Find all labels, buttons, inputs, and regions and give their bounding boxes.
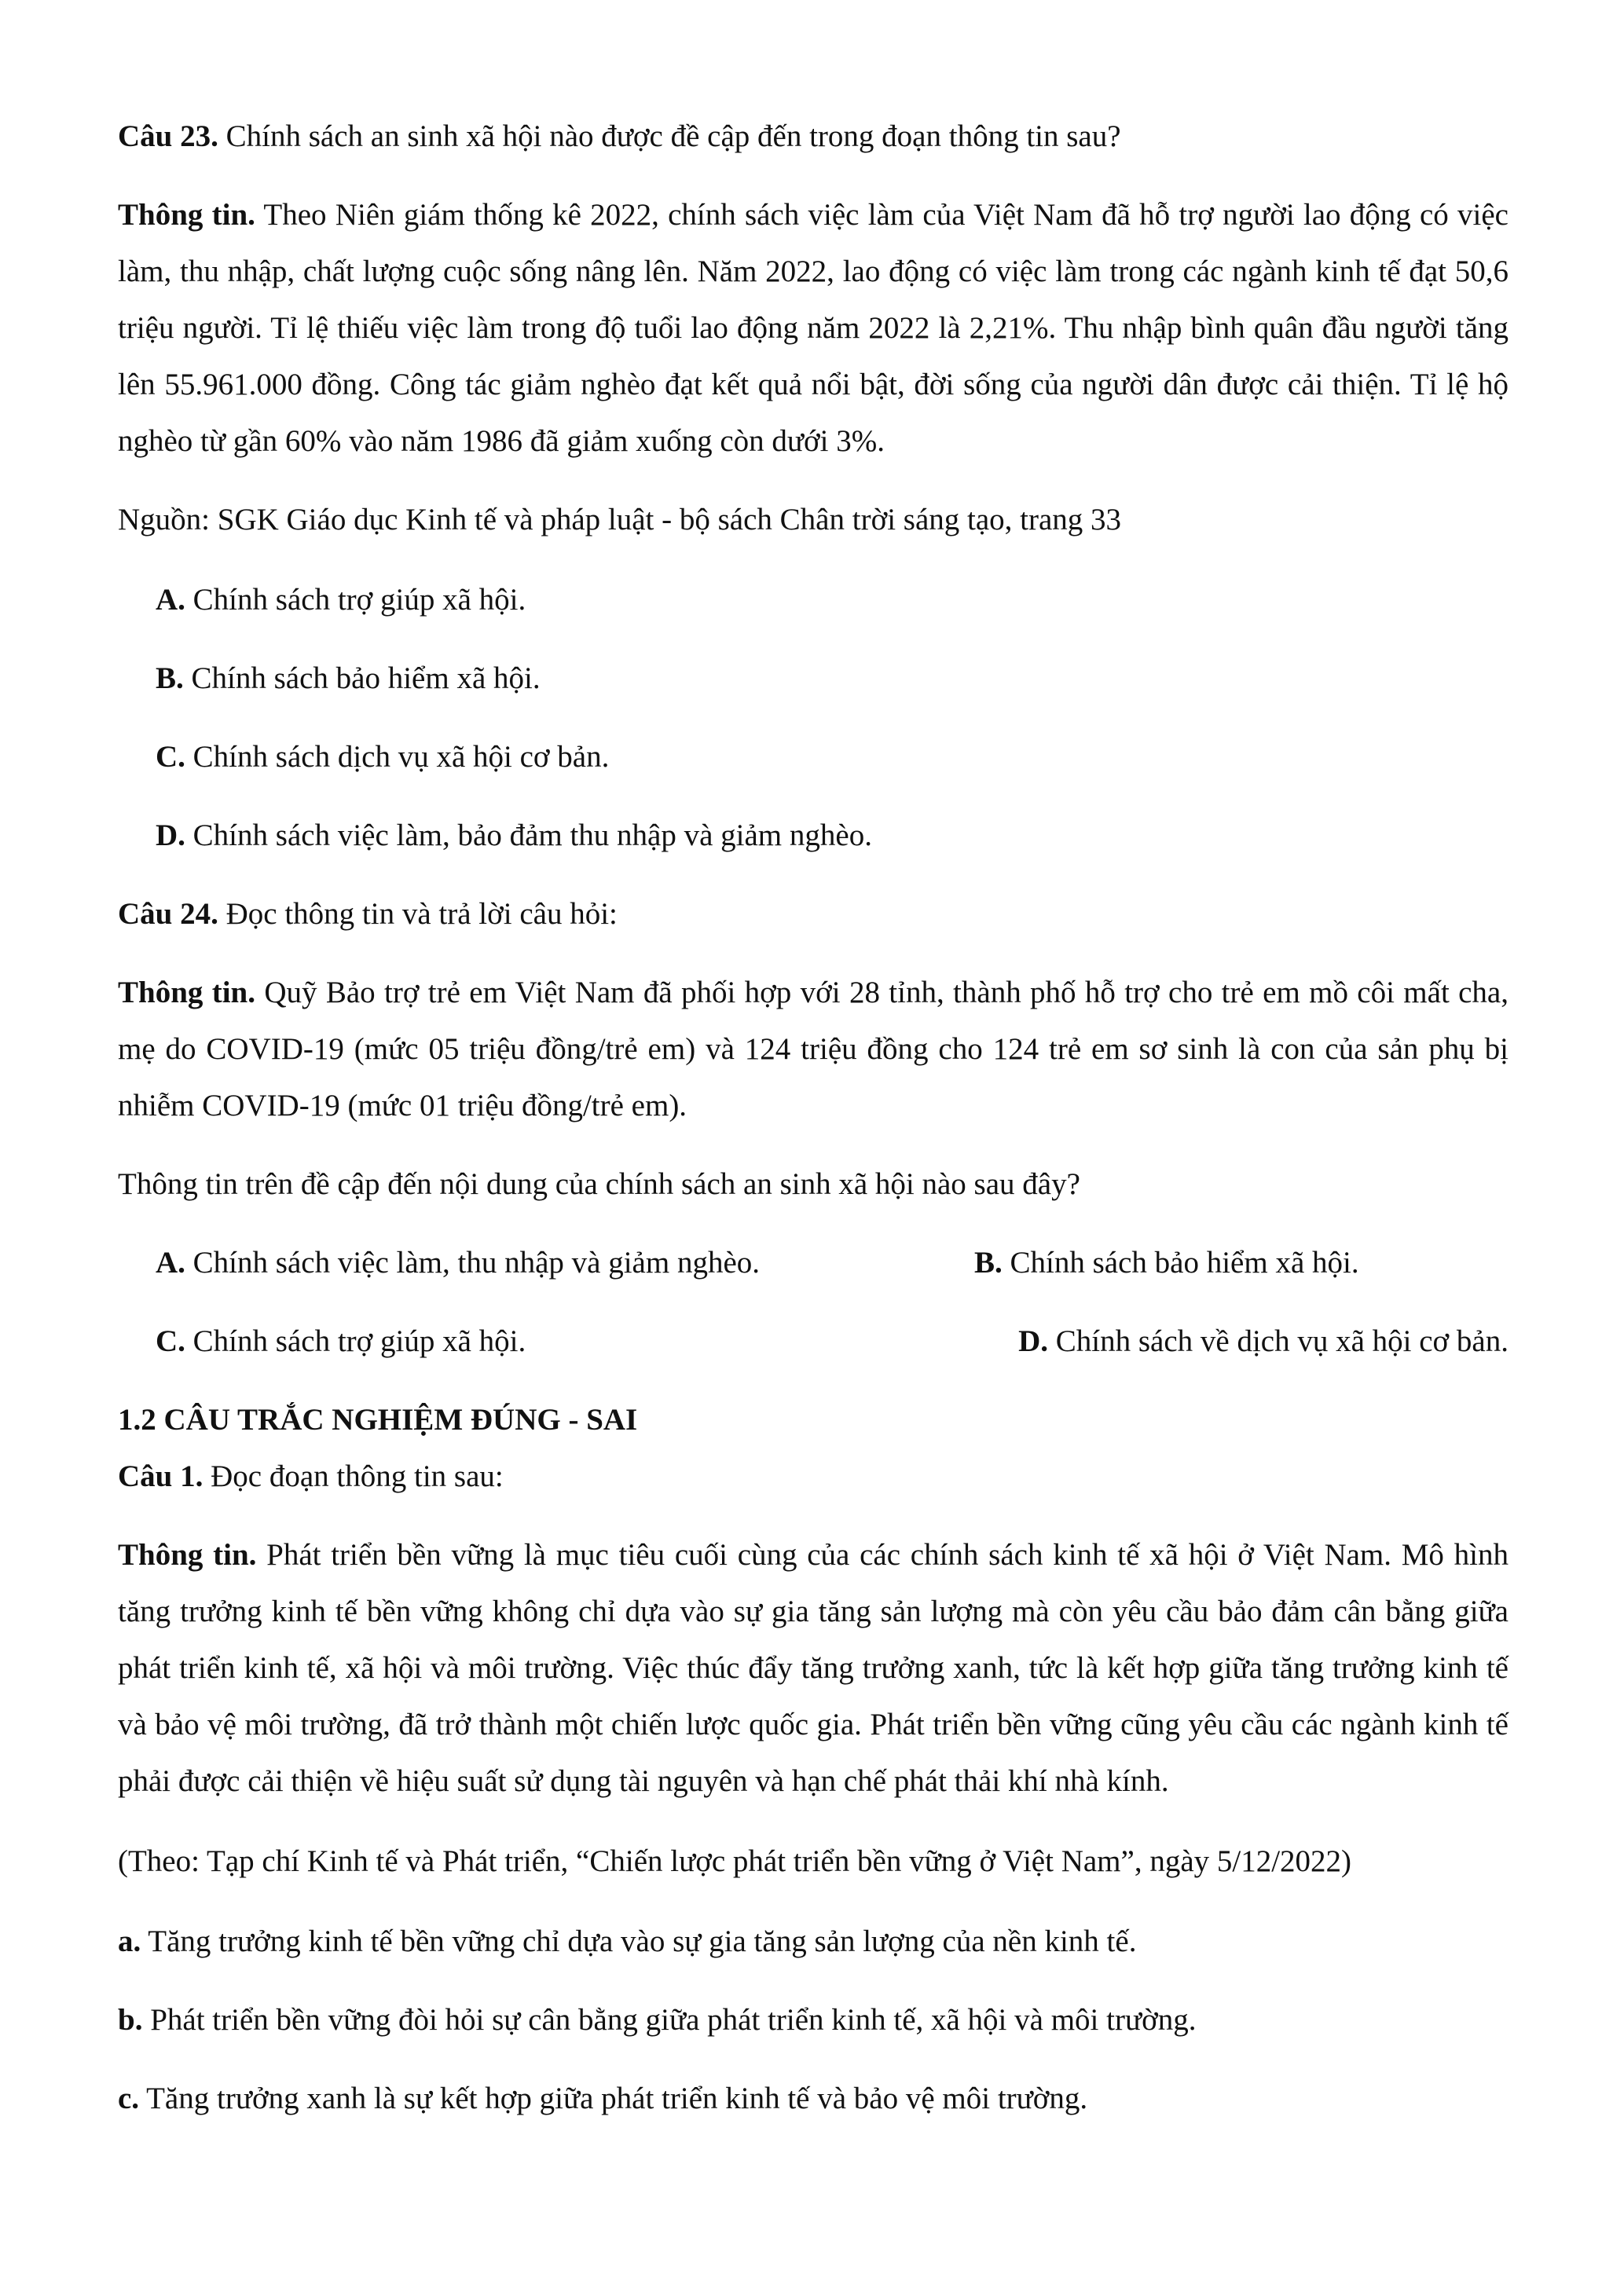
option-letter: D. bbox=[1018, 1324, 1048, 1358]
option-letter: D. bbox=[156, 818, 185, 852]
question-24-options-row-2 bbox=[156, 1313, 1509, 1370]
question-24-info bbox=[118, 965, 1509, 1134]
option-text: Chính sách bảo hiểm xã hội. bbox=[1002, 1246, 1359, 1280]
option-letter: C. bbox=[156, 1324, 185, 1358]
statement-text: Phát triển bền vững đòi hỏi sự cân bằng giữa phát triển kinh tế, xã hội và môi trường. bbox=[142, 2003, 1197, 2037]
question-24-options-row-1 bbox=[156, 1235, 1509, 1291]
section-heading: 1.2 CÂU TRẮC NGHIỆM ĐÚNG - SAI bbox=[118, 1403, 638, 1437]
info-label: Thông tin. bbox=[118, 976, 255, 1009]
option-text: Chính sách việc làm, thu nhập và giảm nghèo. bbox=[185, 1246, 761, 1280]
question-23-option-c bbox=[156, 729, 1509, 785]
question-23 bbox=[118, 108, 1509, 165]
question-24-text: Đọc thông tin và trả lời câu hỏi: bbox=[218, 897, 618, 931]
info-text: Quỹ Bảo trợ trẻ em Việt Nam đã phối hợp với 28 tỉnh, thành phố hỗ trợ cho trẻ em mồ côi mất cha, mẹ do COVID-19 (mức 05 triệu đồng/trẻ em) và 124 triệu đồng cho 124 trẻ em sơ sinh là con của sản phụ bị nhiễm COVID-19 (mức 01 triệu đồng/trẻ em). bbox=[118, 976, 1509, 1122]
option-letter: A. bbox=[156, 583, 185, 617]
question-23-option-d bbox=[156, 807, 1509, 864]
statement-text: Tăng trưởng xanh là sự kết hợp giữa phát triển kinh tế và bảo vệ môi trường. bbox=[139, 2082, 1088, 2115]
info-text: Phát triển bền vững là mục tiêu cuối cùng của các chính sách kinh tế xã hội ở Việt Nam. Mô hình tăng trưởng kinh tế bền vững không chỉ dựa vào sự gia tăng sản lượng mà còn yêu cầu bảo đảm cân bằng giữa phát triển kinh tế, xã hội và môi trường. Việc thúc đẩy tăng trưởng xanh, tức là kết hợp giữa tăng trưởng kinh tế và bảo vệ môi trường, đã trở thành một chiến lược quốc gia. Phát triển bền vững cũng yêu cầu các ngành kinh tế phải được cải thiện về hiệu suất sử dụng tài nguyên và hạn chế phát thải khí nhà kính. bbox=[118, 1538, 1509, 1798]
question-23-option-a bbox=[156, 572, 1509, 628]
question-1-source: (Theo: Tạp chí Kinh tế và Phát triển, “Chiến lược phát triển bền vững ở Việt Nam”, ngày 5/12/2022) bbox=[118, 1844, 1352, 1878]
statement-c bbox=[118, 2071, 1509, 2127]
document-page bbox=[118, 108, 1509, 2149]
info-label: Thông tin. bbox=[118, 198, 255, 232]
question-24-prompt: Thông tin trên đề cập đến nội dung của chính sách an sinh xã hội nào sau đây? bbox=[118, 1167, 1080, 1201]
statement-letter: b. bbox=[118, 2003, 143, 2037]
statement-a bbox=[118, 1913, 1509, 1970]
option-letter: C. bbox=[156, 740, 185, 774]
option-letter: A. bbox=[156, 1246, 185, 1280]
info-label: Thông tin. bbox=[118, 1538, 257, 1572]
statement-text: Tăng trưởng kinh tế bền vững chỉ dựa vào sự gia tăng sản lượng của nền kinh tế. bbox=[141, 1924, 1137, 1958]
option-letter: B. bbox=[156, 661, 184, 695]
question-24 bbox=[118, 886, 1509, 943]
question-23-source: Nguồn: SGK Giáo dục Kinh tế và pháp luật - bộ sách Chân trời sáng tạo, trang 33 bbox=[118, 503, 1122, 536]
question-24-option-b bbox=[974, 1235, 1509, 1291]
question-23-label: Câu 23. bbox=[118, 119, 218, 153]
question-24-option-c bbox=[156, 1313, 526, 1370]
option-text: Chính sách trợ giúp xã hội. bbox=[185, 1324, 526, 1358]
question-1-label: Câu 1. bbox=[118, 1459, 203, 1493]
question-24-option-d bbox=[982, 1313, 1509, 1370]
question-24-label: Câu 24. bbox=[118, 897, 218, 931]
question-1-text: Đọc đoạn thông tin sau: bbox=[203, 1459, 504, 1493]
option-text: Chính sách về dịch vụ xã hội cơ bản. bbox=[1048, 1324, 1509, 1358]
question-23-info bbox=[118, 187, 1509, 470]
question-1-info bbox=[118, 1527, 1509, 1810]
option-text: Chính sách bảo hiểm xã hội. bbox=[183, 661, 541, 695]
question-23-option-b bbox=[156, 650, 1509, 707]
option-text: Chính sách trợ giúp xã hội. bbox=[185, 583, 526, 617]
info-text: Theo Niên giám thống kê 2022, chính sách việc làm của Việt Nam đã hỗ trợ người lao động có việc làm, thu nhập, chất lượng cuộc sống nâng lên. Năm 2022, lao động có việc làm trong các ngành kinh tế đạt 50,6 triệu người. Tỉ lệ thiếu việc làm trong độ tuổi lao động năm 2022 là 2,21%. Thu nhập bình quân đầu người tăng lên 55.961.000 đồng. Công tác giảm nghèo đạt kết quả nổi bật, đời sống của người dân được cải thiện. Tỉ lệ hộ nghèo từ gần 60% vào năm 1986 đã giảm xuống còn dưới 3%. bbox=[118, 198, 1509, 458]
statement-b bbox=[118, 1992, 1509, 2049]
question-24-option-a bbox=[156, 1235, 760, 1291]
question-23-text: Chính sách an sinh xã hội nào được đề cập đến trong đoạn thông tin sau? bbox=[218, 119, 1121, 153]
question-1 bbox=[118, 1448, 1509, 1505]
statement-letter: a. bbox=[118, 1924, 141, 1958]
statement-letter: c. bbox=[118, 2082, 140, 2115]
option-letter: B. bbox=[974, 1246, 1003, 1280]
option-text: Chính sách việc làm, bảo đảm thu nhập và giảm nghèo. bbox=[185, 818, 872, 852]
option-text: Chính sách dịch vụ xã hội cơ bản. bbox=[185, 740, 610, 774]
